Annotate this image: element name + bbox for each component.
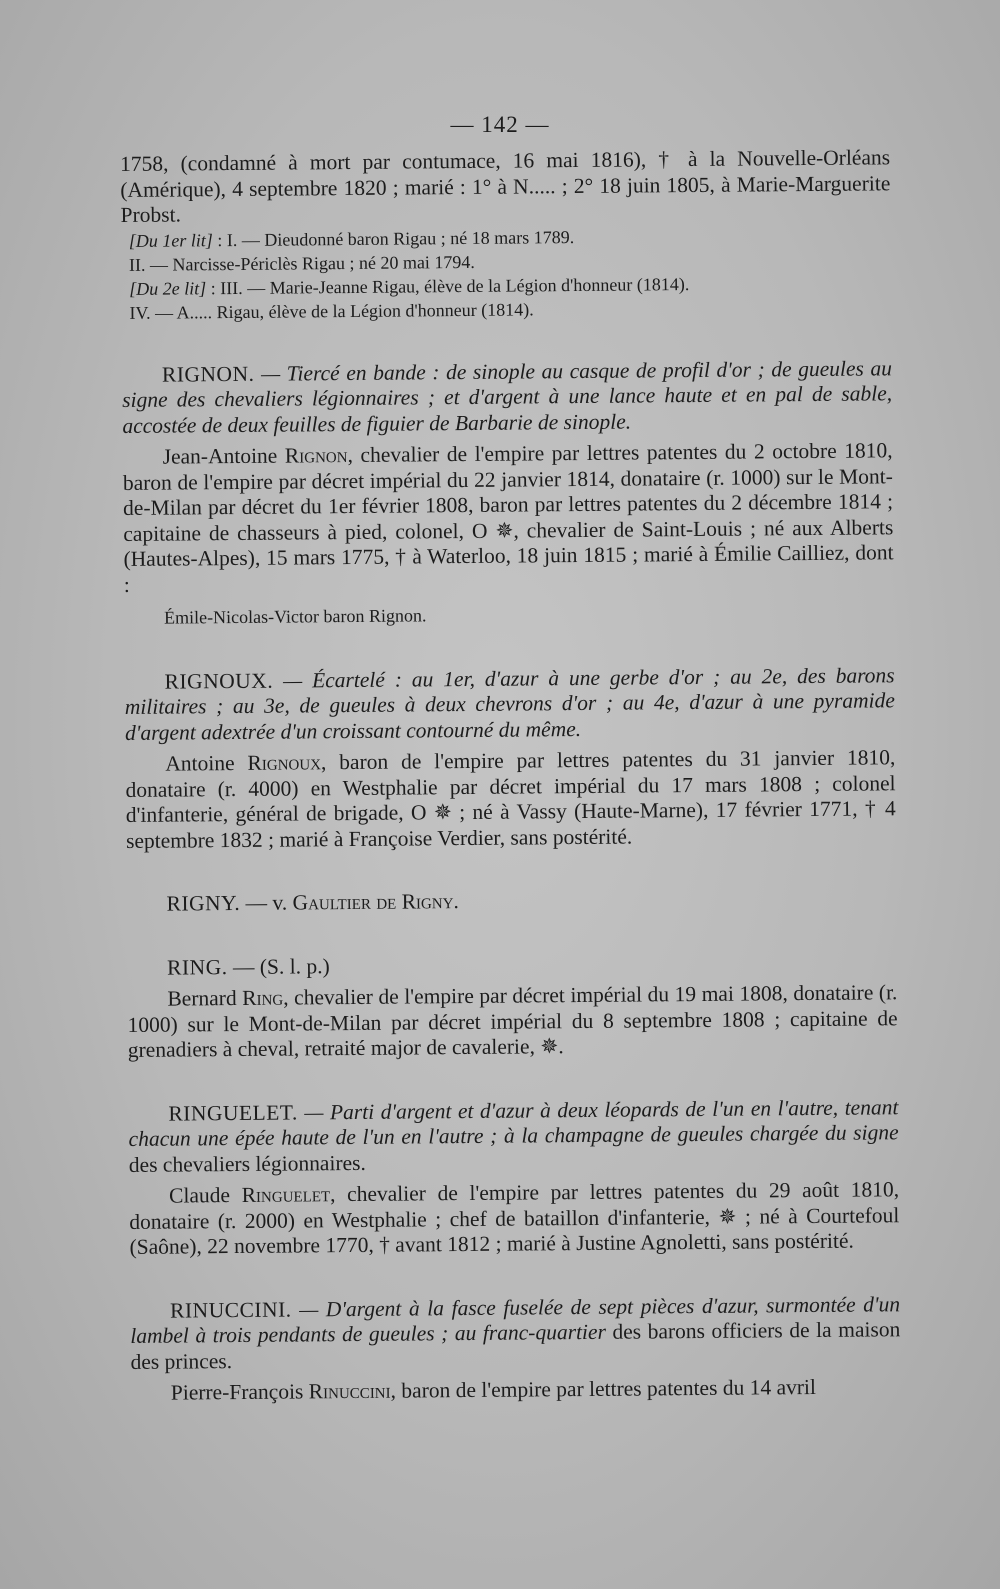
bio-forename: Bernard [167,985,243,1011]
heir-line: Émile-Nicolas-Victor baron Rignon. [163,605,427,628]
reference-target: Gaultier de Rigny. [292,889,459,915]
blazon-tail: des barons officiers de la maison des princes. [130,1317,901,1374]
child-text: : III. — Marie-Jeanne Rigau, élève de la Légion d'honneur (1814). [206,273,690,298]
biography [129,1177,900,1260]
text-body [120,145,901,1406]
cross-reference [126,885,896,917]
entry-heading: RING. [167,954,228,980]
entry-heading: RIGNON. [161,361,255,387]
bio-forename: Claude [169,1182,242,1208]
page-number: — 142 — [450,112,550,137]
bio-text: , baron de l'empire par lettres patentes du 14 avril [390,1374,817,1403]
arms-description [125,663,896,746]
bio-text: , chevalier de l'empire par lettres patentes du 2 octobre 1810, baron de l'empire par décret impérial du 22 janvier 1814, donataire (r. 1000) sur le Mont-de-Milan par décret du 1er février 1808, baron par lettres patentes du 2 décembre 1814 ; capitaine de chasseurs à pied, colonel, O ✵, chevalier de Saint-Louis ; né aux Alberts (Hautes-Alpes), 15 mars 1775, † à Waterloo, 18 juin 1815 ; marié à Émilie Cailliez, dont : [122,438,894,597]
blazon-text: — Écartelé : au 1er, d'azur à une gerbe d'or ; au 2e, des barons militaires ; au 3e, de gueules à deux chevrons d'or ; au 4e, d'azur à une pyramide d'argent adextrée d'un croissant contourné du même. [124,662,895,745]
reference-prefix: — v. [245,890,293,915]
bio-surname: Rignon [284,443,348,468]
entry-ring [127,949,898,1064]
arms-note: — (S. l. p.) [232,953,330,979]
entry-heading: RIGNOUX. [164,668,274,694]
arms-description [127,949,897,981]
lit-marker: [Du 1er lit] [128,229,213,251]
entry-heading: RINGUELET. [168,1099,298,1126]
entry-rinuccini [130,1292,901,1407]
bio-forename: Pierre-François [170,1379,309,1405]
entry-rignon [122,356,894,632]
bio-surname: Rignoux [247,750,322,775]
child-text: IV. — A..... Rigau, élève de la Légion d'honneur (1814). [129,298,534,323]
entry-ringuelet [128,1095,899,1261]
blazon-text: — D'argent à la fasce fuselée de sept pièces d'azur, surmontée d'un lambel à trois pendants de gueules ; au franc-quartier [130,1291,901,1348]
bio-text: , chevalier de l'empire par décret impérial du 19 mai 1808, donataire (r. 1000) sur le Mont-de-Milan par décret impérial du 8 septembre 1808 ; capitaine de grenadiers à cheval, retraité major de cavalerie, ✵. [127,980,898,1062]
entry-heading: RIGNY. [166,890,241,916]
biography [131,1374,901,1406]
blazon-tail: des chevaliers légionnaires. [128,1150,366,1177]
arms-description [128,1095,899,1178]
bio-surname: Ring [242,985,284,1010]
intro-paragraph: 1758, (condamné à mort par contumace, 16 mai 1816), † à la Nouvelle-Orléans (Amérique), 4 septembre 1820 ; marié : 1° à N..... ; 2° 18 juin 1805, à Marie-Marguerite Probst. [120,145,891,227]
bio-surname: Rinuccini [308,1378,391,1404]
bio-text: , baron de l'empire par lettres patentes du 31 janvier 1810, donataire (r. 4000) en Westphalie par décret impérial du 17 mars 1808 ; colonel d'infanterie, général de brigade, O ✵ ; né à Vassy (Haute-Marne), 17 février 1771, † 4 septembre 1832 ; marié à Françoise Verdier, sans postérité. [125,745,896,853]
biography [123,438,894,598]
bio-forename: Jean-Antoine [162,443,285,469]
lit-marker: [Du 2e lit] [129,277,207,299]
biography [127,980,898,1063]
bio-text: , chevalier de l'empire par lettres patentes du 29 août 1810, donataire (r. 2000) en Westphalie ; chef de bataillon d'infanterie, ✵ ; né à Courtefoul (Saône), 22 novembre 1770, † avant 1812 ; marié à Justine Agnoletti, sans postérité. [129,1177,900,1259]
blazon-text: — Tiercé en bande : de sinople au casque de profil d'or ; de gueules au signe des chevaliers légionnaires ; et d'argent à une lance haute et en pal de sable, accostée de deux feuilles de figuier de Barbarie de sinople. [122,355,893,438]
arms-description [130,1292,901,1375]
child-text: : I. — Dieudonné baron Rigau ; né 18 mars 1789. [212,226,575,250]
entry-heading: RINUCCINI. [170,1297,292,1323]
blazon-text: — Parti d'argent et d'azur à deux léopards de l'un en l'autre, tenant chacun une épée haute de l'un en l'autre ; à la champagne de gueules chargée du signe [128,1094,899,1151]
bio-forename: Antoine [165,750,248,776]
child-text: II. — Narcisse-Périclès Rigau ; né 20 mai 1794. [128,251,475,275]
arms-description [122,356,893,439]
entry-rignoux [125,663,897,854]
entry-rigny [126,885,896,917]
biography [125,745,896,854]
bio-surname: Ringuelet [241,1182,331,1207]
